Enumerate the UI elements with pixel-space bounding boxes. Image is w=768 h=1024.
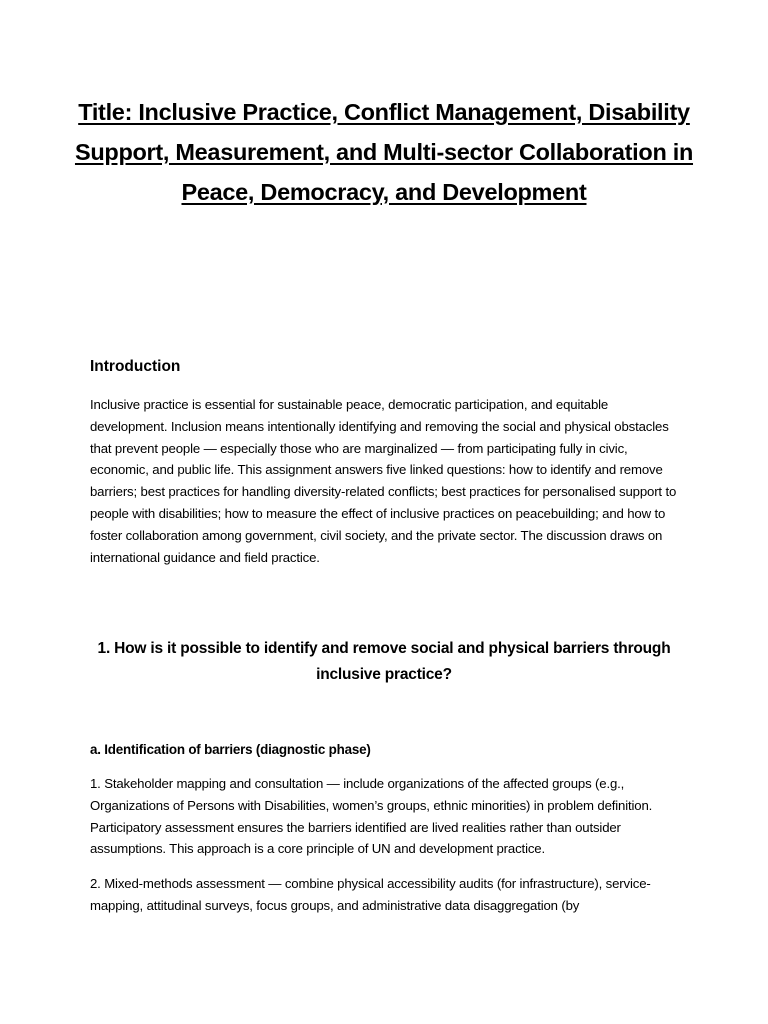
list-item: 1. Stakeholder mapping and consultation — include organizations of the affected groups (e.g., Organizations of Persons with Disabilities, women’s groups, ethnic minorities) in problem definition. Participatory assessment ensures the barriers identified are lived realities rather than outsider assumptions. This approach is a core principle of UN and development practice. [90, 776, 653, 857]
introduction-paragraph: Inclusive practice is essential for sustainable peace, democratic participation, and equitable development. Inclusion means intentionally identifying and removing the social and physical obstacles that prevent people — especially those who are marginalized — from participating fully in civic, economic, and public life. This assignment answers five linked questions: how to identify and remove barriers; best practices for handling diversity-related conflicts; best practices for personalised support to people with disabilities; how to measure the effect of inclusive practices on peacebuilding; and how to foster collaboration among government, civil society, and the private sector. The discussion draws on international guidance and field practice. [90, 397, 677, 565]
question-1-heading: 1. How is it possible to identify and remove social and physical barriers through inclusive practice? [97, 640, 671, 683]
list-item: 2. Mixed-methods assessment — combine physical accessibility audits (for infrastructure), service-mapping, attitudinal surveys, focus groups, and administrative data disaggregation (by [90, 876, 651, 913]
subsection-a-heading: a. Identification of barriers (diagnostic phase) [90, 742, 371, 757]
introduction-heading: Introduction [90, 358, 181, 375]
document-title: Title: Inclusive Practice, Conflict Management, Disability Support, Measurement, and Multi-sector Collaboration in Peace, Democracy, and Development [74, 99, 694, 205]
